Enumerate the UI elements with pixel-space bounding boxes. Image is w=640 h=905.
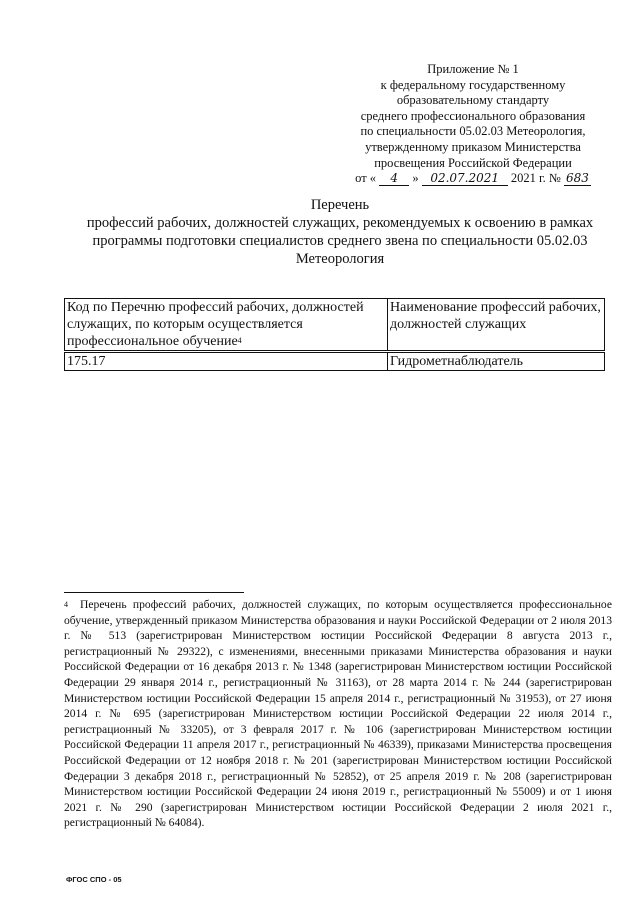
- footnote-mark: 4: [64, 600, 68, 609]
- header-code-cell: [65, 299, 388, 352]
- header-name-cell: [388, 299, 605, 352]
- header-name-text: Наименование профессий рабочих, должностей служащих: [390, 300, 601, 332]
- order-date-line: [330, 171, 616, 187]
- table-header-row: [65, 299, 605, 352]
- document-title: [60, 196, 620, 268]
- date-month: 02.07.2021: [422, 172, 508, 186]
- appendix-line: Приложение № 1: [427, 62, 519, 76]
- page-code: ФГОС СПО - 05: [66, 875, 122, 884]
- appendix-line: образовательному стандарту: [396, 93, 550, 108]
- title-line: профессий рабочих, должностей служащих, рекомендуемых к освоению в рамках: [86, 215, 594, 231]
- row-code-cell: 175.17: [65, 352, 388, 371]
- title-line: программы подготовки специалистов среднего звена по специальности 05.02.03: [92, 233, 588, 249]
- professions-table: [64, 298, 605, 371]
- footnote-text: Перечень профессий рабочих, должностей служащих, по которым осуществляется профессиональное обучение, утвержденный приказом Министерства образования и науки Российской Федерации от 2 июля 2013 г. № 513 (зарегистрирован Министерством юстиции Российской Федерации 8 августа 2013 г., регистрационный № 29322), с изменениями, внесенными приказами Министерства образования и науки Российской Федерации от 16 декабря 2013 г. № 1348 (зарегистрирован Министерством юстиции Российской Федерации 29 января 2014 г., регистрационный № 31163), от 28 марта 2014 г. № 244 (зарегистрирован Министерством юстиции Российской Федерации 15 апреля 2014 г., регистрационный № 31953), от 27 июня 2014 г. № 695 (зарегистрирован Министерством юстиции Российской Федерации 22 июля 2014 г., регистрационный № 33205), от 3 февраля 2017 г. № 106 (зарегистрирован Министерством юстиции Российской Федерации 11 апреля 2017 г., регистрационный № 46339), приказами Министерства просвещения Российской Федерации от 12 ноября 2018 г. № 201 (зарегистрирован Министерством юстиции Российской Федерации 3 декабря 2018 г., регистрационный № 52852), от 25 апреля 2019 г. № 208 (зарегистрирован Министерством юстиции Российской Федерации 24 июня 2019 г., регистрационный № 55009) и от 1 июня 2021 г. № 290 (зарегистрирован Министерством юстиции Российской Федерации 2 июля 2021 г., регистрационный № 64084).: [64, 598, 612, 830]
- date-mid: »: [412, 171, 419, 186]
- date-prefix: от «: [355, 171, 377, 186]
- appendix-line: по специальности 05.02.03 Метеорология,: [360, 124, 586, 139]
- footnote-ref: 4: [237, 336, 242, 345]
- order-number: 683: [565, 171, 589, 186]
- title-heading: Перечень: [310, 197, 370, 213]
- appendix-line: к федеральному государственному: [380, 77, 566, 92]
- appendix-line: просвещения Российской Федерации: [374, 155, 572, 170]
- appendix-block: [330, 62, 616, 187]
- footnote-divider: [64, 592, 244, 593]
- row-name-cell: Гидрометнаблюдатель: [388, 352, 605, 371]
- table-row: [65, 352, 605, 371]
- date-year: 2021 г. №: [510, 171, 561, 186]
- date-day: 4: [379, 172, 409, 186]
- footnote: [64, 597, 612, 831]
- appendix-line: среднего профессионального образования: [360, 108, 586, 123]
- appendix-line: утвержденному приказом Министерства: [365, 139, 581, 154]
- header-code-text: Код по Перечню профессий рабочих, должностей служащих, по которым осуществляется профессиональное обучение: [67, 300, 364, 349]
- title-line: Метеорология: [295, 251, 385, 267]
